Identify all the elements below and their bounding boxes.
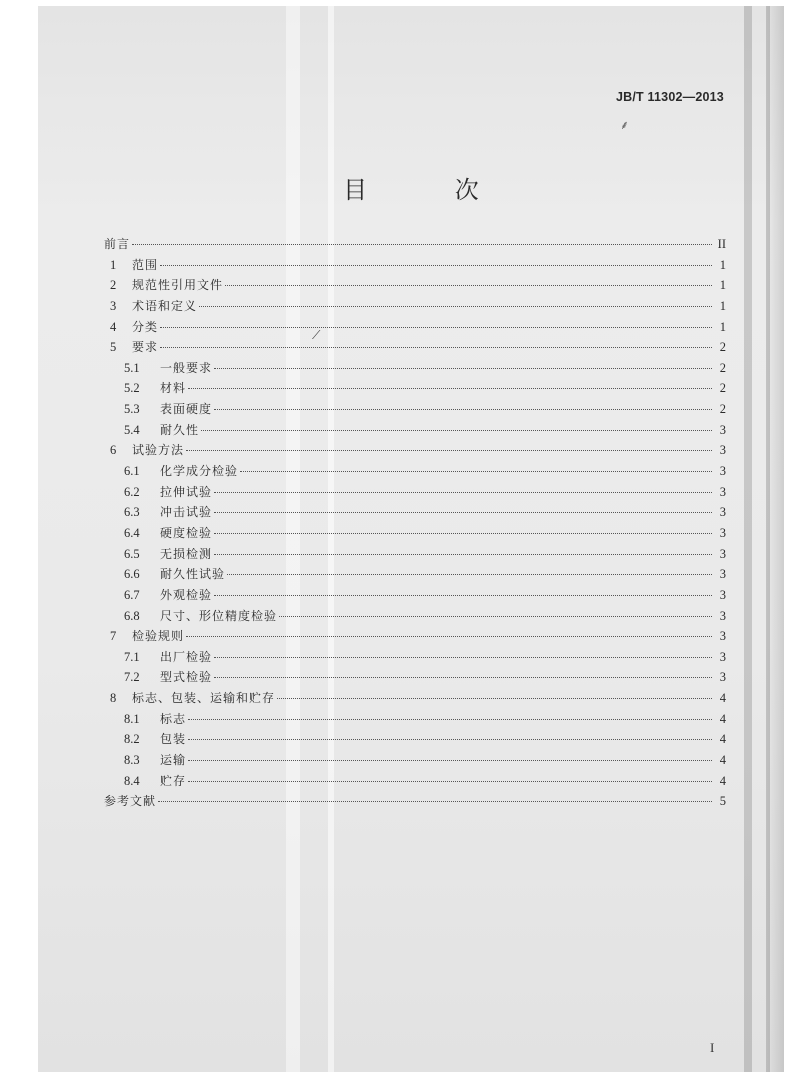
dot-leader — [186, 449, 712, 451]
dot-leader — [279, 615, 712, 617]
toc-entry-label: 材料 — [160, 381, 187, 396]
toc-entry-page: 3 — [719, 629, 726, 644]
toc-entry-page: 4 — [719, 753, 726, 768]
toc-entry[interactable] — [104, 275, 726, 296]
dot-leader — [214, 594, 712, 596]
toc-entry-label: 耐久性试验 — [160, 567, 226, 582]
dot-leader — [214, 367, 712, 369]
toc-entry-label: 尺寸、形位精度检验 — [160, 608, 278, 623]
toc-entry[interactable] — [104, 647, 726, 668]
dot-leader — [188, 738, 712, 740]
toc-entry-label: 术语和定义 — [132, 298, 198, 313]
toc-entry-label: 前言 — [104, 237, 131, 251]
dot-leader — [160, 346, 712, 348]
toc-entry-number: 5.3 — [124, 402, 140, 417]
toc-entry-page: 3 — [719, 422, 726, 437]
toc-entry-page: 5 — [719, 794, 726, 809]
toc-entry-number: 5.2 — [124, 381, 140, 396]
dot-leader — [199, 305, 712, 307]
toc-entry-page: 3 — [719, 443, 726, 458]
toc-entry[interactable] — [104, 378, 726, 399]
toc-entry-label: 外观检验 — [160, 587, 213, 602]
toc-entry-number: 6.5 — [124, 546, 140, 561]
toc-entry-number: 4 — [110, 319, 117, 334]
toc-entry-label: 标志 — [160, 711, 187, 726]
toc-entry-page: 3 — [719, 608, 726, 623]
toc-entry[interactable] — [104, 729, 726, 750]
toc-entry-label: 试验方法 — [132, 443, 185, 458]
dot-leader — [240, 470, 712, 472]
dot-leader — [227, 573, 712, 575]
toc-entry-page: 2 — [719, 381, 726, 396]
toc-entry[interactable] — [104, 750, 726, 771]
toc-entry-number: 8.2 — [124, 732, 140, 747]
toc-entry-label: 运输 — [160, 753, 187, 768]
toc-entry[interactable] — [104, 420, 726, 441]
toc-entry-page: 2 — [719, 360, 726, 375]
toc-entry-page: 4 — [719, 711, 726, 726]
toc-entry-label: 标志、包装、运输和贮存 — [132, 691, 276, 706]
toc-entry-label: 化学成分检验 — [160, 464, 239, 479]
toc-entry-page: 4 — [719, 691, 726, 706]
toc-entry-number: 5 — [110, 340, 117, 355]
toc-entry-label: 出厂检验 — [160, 649, 213, 664]
dot-leader — [225, 284, 712, 286]
dot-leader — [214, 491, 712, 493]
toc-entry-page: 3 — [719, 567, 726, 582]
toc-entry-label: 参考文献 — [104, 794, 157, 809]
dot-leader — [214, 676, 712, 678]
toc-entry[interactable] — [104, 337, 726, 358]
toc-entry-label: 检验规则 — [132, 629, 185, 644]
toc-entry-page: 4 — [719, 732, 726, 747]
toc-entry-number: 7.1 — [124, 649, 140, 664]
dot-leader — [188, 780, 712, 782]
toc-entry-page: 1 — [719, 278, 726, 293]
dot-leader — [158, 800, 712, 802]
toc-entry[interactable] — [104, 358, 726, 379]
toc-entry[interactable] — [104, 317, 726, 338]
toc-entry-page: 2 — [719, 402, 726, 417]
toc-entry-page: 3 — [719, 464, 726, 479]
toc-entry-page: 1 — [719, 298, 726, 313]
toc-entry-page: 3 — [719, 587, 726, 602]
toc-entry[interactable] — [104, 606, 726, 627]
toc-entry-page: 1 — [719, 319, 726, 334]
toc-entry-number: 6.3 — [124, 505, 140, 520]
dot-leader — [277, 697, 712, 699]
toc-entry-page: 2 — [719, 340, 726, 355]
toc-entry-label: 无损检测 — [160, 546, 213, 561]
dot-leader — [214, 511, 712, 513]
toc-entry-page: 1 — [719, 257, 726, 272]
toc-entry-page: 3 — [719, 525, 726, 540]
dot-leader — [214, 532, 712, 534]
toc-entry[interactable] — [104, 544, 726, 565]
toc-entry[interactable] — [104, 482, 726, 503]
toc-entry-number: 6.6 — [124, 567, 140, 582]
toc-entry-number: 8.3 — [124, 753, 140, 768]
dot-leader — [188, 387, 712, 389]
toc-entry-number: 8.1 — [124, 711, 140, 726]
toc-entry[interactable] — [104, 667, 726, 688]
dot-leader — [188, 759, 712, 761]
toc-entry-label: 耐久性 — [160, 422, 200, 437]
toc-entry-number: 2 — [110, 278, 117, 293]
toc-entry-label: 分类 — [132, 319, 159, 334]
dot-leader — [186, 635, 712, 637]
dot-leader — [160, 326, 712, 328]
dot-leader — [188, 718, 712, 720]
toc-entry-number: 6.1 — [124, 464, 140, 479]
toc-entry-number: 7.2 — [124, 670, 140, 685]
toc-entry-label: 一般要求 — [160, 360, 213, 375]
toc-entry[interactable] — [104, 523, 726, 544]
toc-entry-number: 6.8 — [124, 608, 140, 623]
toc-entry-label: 包装 — [160, 732, 187, 747]
toc-entry[interactable] — [104, 461, 726, 482]
toc-entry-number: 5.4 — [124, 422, 140, 437]
dot-leader — [214, 408, 712, 410]
toc-entry[interactable] — [104, 709, 726, 730]
toc-entry-number: 8.4 — [124, 773, 140, 788]
dot-leader — [214, 553, 712, 555]
toc-entry-number: 3 — [110, 298, 117, 313]
toc-entry-label: 范围 — [132, 257, 159, 272]
toc-entry[interactable] — [104, 502, 726, 523]
toc-entry-number: 5.1 — [124, 360, 140, 375]
page-title: 目 次 — [343, 176, 519, 204]
toc-entry-page: 3 — [719, 505, 726, 520]
toc-entry-page: 3 — [719, 649, 726, 664]
toc-entry-label: 要求 — [132, 340, 159, 355]
scan-mark: ⸙ — [620, 118, 630, 132]
toc-entry[interactable] — [104, 564, 726, 585]
toc-entry[interactable] — [104, 255, 726, 276]
dot-leader — [132, 243, 712, 245]
toc-entry-label: 型式检验 — [160, 670, 213, 685]
toc-entry-number: 6.2 — [124, 484, 140, 499]
table-of-contents — [104, 234, 726, 812]
toc-entry-label: 表面硬度 — [160, 402, 213, 417]
dot-leader — [201, 429, 712, 431]
toc-entry[interactable] — [104, 234, 726, 255]
toc-entry-page: 3 — [719, 546, 726, 561]
toc-entry-page: 3 — [719, 670, 726, 685]
toc-entry[interactable] — [104, 440, 726, 461]
scan-streak — [744, 6, 752, 1072]
toc-entry[interactable] — [104, 399, 726, 420]
page-edge-shadow — [766, 6, 784, 1072]
scanned-page — [38, 6, 784, 1072]
toc-entry-number: 6.7 — [124, 587, 140, 602]
toc-entry-label: 拉伸试验 — [160, 484, 213, 499]
toc-entry-number: 6 — [110, 443, 117, 458]
toc-entry[interactable] — [104, 296, 726, 317]
toc-entry[interactable] — [104, 585, 726, 606]
dot-leader — [160, 264, 712, 266]
toc-entry-page: 4 — [719, 773, 726, 788]
toc-entry-label: 硬度检验 — [160, 525, 213, 540]
toc-entry-page: II — [717, 237, 726, 251]
toc-entry-page: 3 — [719, 484, 726, 499]
toc-entry-number: 6.4 — [124, 525, 140, 540]
toc-entry[interactable] — [104, 791, 726, 812]
toc-entry-number: 1 — [110, 257, 117, 272]
toc-entry-number: 7 — [110, 629, 117, 644]
toc-entry-label: 冲击试验 — [160, 505, 213, 520]
scan-mark: ⟋ — [312, 328, 321, 342]
page-number: I — [710, 1040, 715, 1055]
toc-entry[interactable] — [104, 688, 726, 709]
toc-entry-number: 8 — [110, 691, 117, 706]
document-code: JB/T 11302—2013 — [616, 90, 724, 104]
toc-entry[interactable] — [104, 771, 726, 792]
dot-leader — [214, 656, 712, 658]
toc-entry-label: 贮存 — [160, 773, 187, 788]
toc-entry-label: 规范性引用文件 — [132, 278, 224, 293]
toc-entry[interactable] — [104, 626, 726, 647]
